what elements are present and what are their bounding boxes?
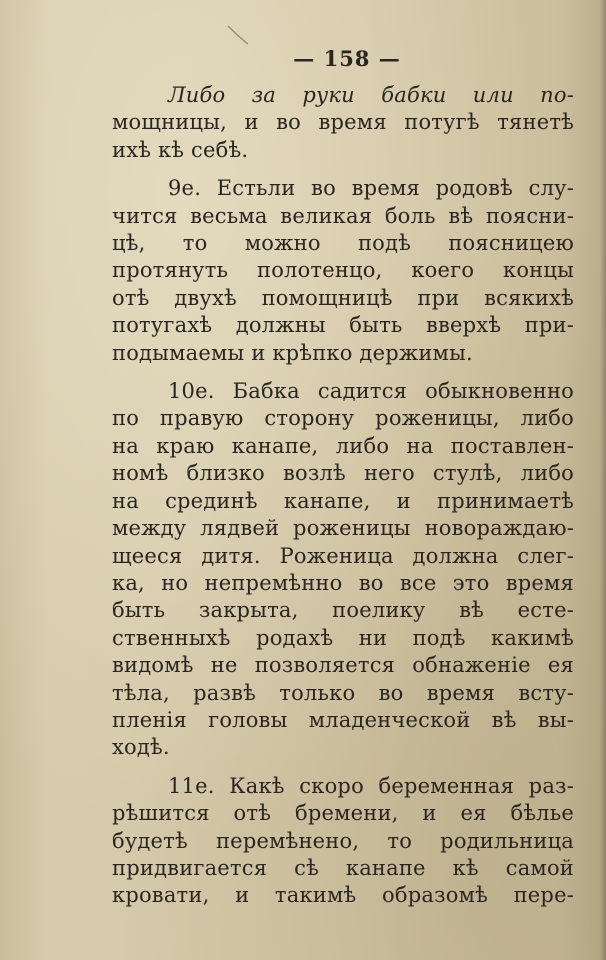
paragraph-gap	[112, 367, 574, 378]
text-line: ственныхѣ родахѣ ни подѣ какимѣ	[112, 625, 574, 650]
text-line: кровати, и такимѣ образомѣ пере-	[112, 883, 574, 908]
text-line: щееся дитя. Роженица должна слег-	[112, 543, 574, 568]
text-line: 9е. Естьли во время родовѣ слу-	[168, 176, 574, 201]
text-line: 10е. Бабка садится обыкновенно	[168, 379, 574, 404]
text-line: быть закрыта, поелику вѣ есте-	[112, 598, 574, 623]
text-line: будетѣ перемѣнено, то родильница	[112, 828, 574, 853]
text-line: мощницы, и во время потугѣ тянетѣ	[112, 110, 574, 135]
paragraph-1	[112, 82, 574, 164]
text-line: рѣшится отѣ бремени, и ея бѣлье	[112, 801, 574, 826]
text-line: пленія головы младенческой вѣ вы-	[112, 707, 574, 732]
text-line: протянуть полотенцо, коего концы	[112, 258, 574, 283]
paragraph-4	[112, 773, 574, 910]
text-line: потугахѣ должны быть вверхѣ при-	[112, 313, 574, 338]
text-line: отѣ двухѣ помощницѣ при всякихѣ	[112, 285, 574, 310]
paragraph-gap	[112, 762, 574, 773]
text-line: Либо за руки бабки или по-	[168, 83, 574, 107]
text-line: между лядвей роженицы новораждаю-	[112, 516, 574, 541]
text-line: тѣла, развѣ только во время всту-	[112, 680, 574, 705]
text-line: ка, но непремѣнно во все это время	[112, 570, 574, 595]
text-line: подымаемы и крѣпко держимы.	[112, 340, 473, 365]
page-number: — 158 —	[293, 46, 401, 71]
text-line: на срединѣ канапе, и принимаетѣ	[112, 488, 574, 513]
paragraph-2	[112, 175, 574, 367]
text-line: цѣ, то можно подѣ поясницею	[112, 231, 574, 256]
text-line: номѣ близко возлѣ него стулѣ, либо	[112, 461, 574, 486]
text-line: ихѣ кѣ себѣ.	[112, 137, 249, 162]
text-line: видомѣ не позволяется обнаженіе ея	[112, 653, 574, 678]
text-line: 11е. Какѣ скоро беременная раз-	[168, 773, 574, 798]
text-line: на краю канапе, либо на поставлен-	[112, 433, 574, 458]
page-edge-shadow	[600, 0, 606, 960]
paragraph-gap	[112, 164, 574, 175]
text-line: по правую сторону роженицы, либо	[112, 406, 574, 431]
text-line: придвигается сѣ канапе кѣ самой	[112, 855, 574, 880]
paragraph-3	[112, 378, 574, 762]
text-line: чится весьма великая боль вѣ поясни-	[112, 203, 574, 228]
text-line: ходѣ.	[112, 735, 170, 760]
body-text	[112, 82, 574, 910]
